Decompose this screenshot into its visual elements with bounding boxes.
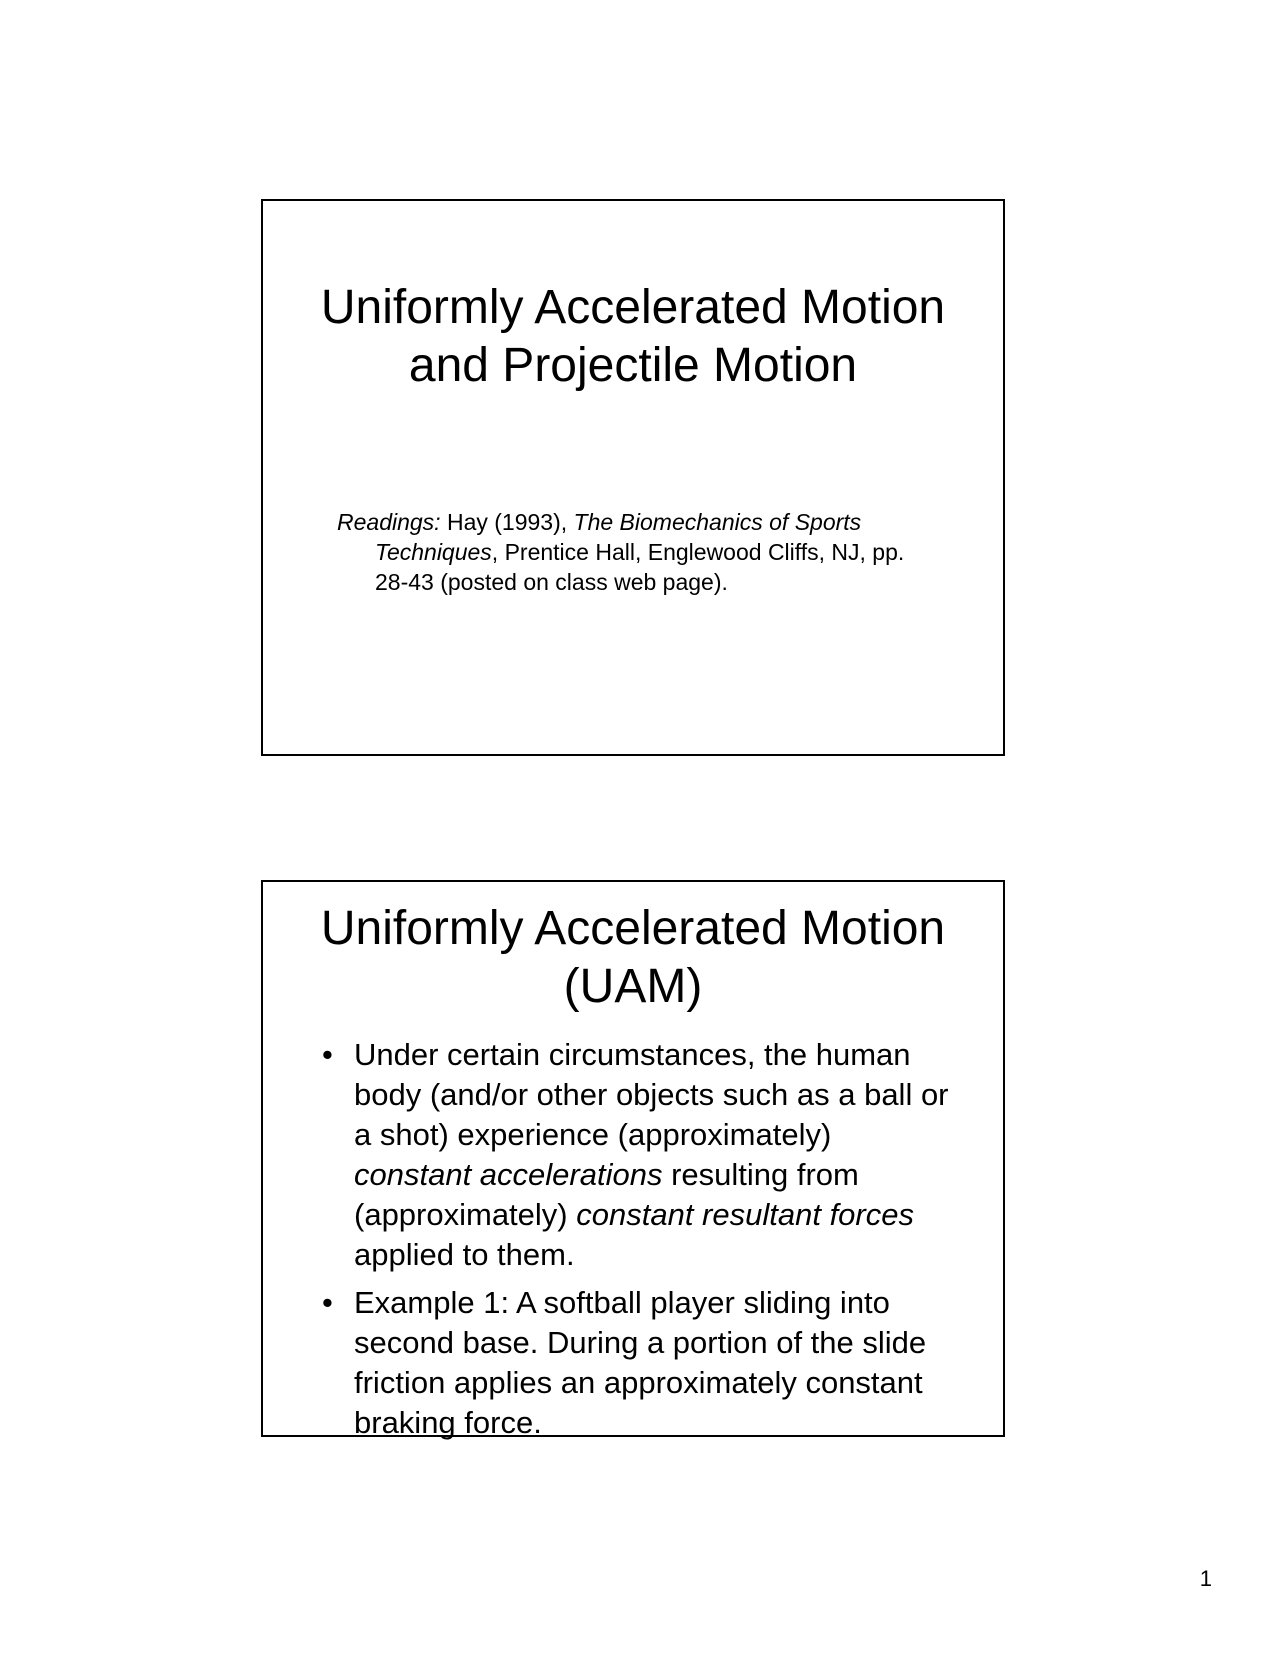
bullet-text: resulting from (approximately) <box>354 1157 859 1232</box>
bullet-text: Example 1: A softball player sliding into second base. During a portion of the slide friction applies an approximately constant braking force. <box>354 1285 927 1440</box>
slide-1-title-line-1: Uniformly Accelerated Motion <box>320 281 946 334</box>
readings-rest: , Prentice Hall, Englewood Cliffs, NJ, pp. 28-43 (posted on class web page). <box>375 539 905 595</box>
bullet-emphasis: constant accelerations <box>354 1157 663 1192</box>
bullet-item <box>322 1283 955 1443</box>
slide-2 <box>261 880 1005 1440</box>
slide-1-title <box>263 279 1003 395</box>
bullet-text: applied to them. <box>354 1237 575 1272</box>
readings-paragraph <box>337 507 913 597</box>
readings-label: Readings: <box>337 509 441 535</box>
bullet-item <box>322 1035 955 1275</box>
slide-2-title-line-1: Uniformly Accelerated Motion <box>320 902 946 955</box>
readings-book-title: The Biomechanics of Sports Techniques <box>375 509 862 565</box>
page-number: 1 <box>1199 1566 1212 1591</box>
bullet-emphasis: constant resultant forces <box>576 1197 914 1232</box>
bullet-text: Under certain circumstances, the human body (and/or other objects such as a ball or a shot) experience (approximately) <box>354 1037 949 1152</box>
slide-1-title-line-2: and Projectile Motion <box>408 339 858 392</box>
slide-1 <box>261 199 1005 756</box>
bullet-list <box>263 1035 1003 1443</box>
readings-citation: Hay (1993), <box>440 509 574 535</box>
bullet-marker: • <box>322 1037 333 1072</box>
slide-2-title <box>263 900 1003 1016</box>
slide-2-title-line-2: (UAM) <box>563 960 703 1013</box>
bullet-marker: • <box>322 1285 333 1320</box>
